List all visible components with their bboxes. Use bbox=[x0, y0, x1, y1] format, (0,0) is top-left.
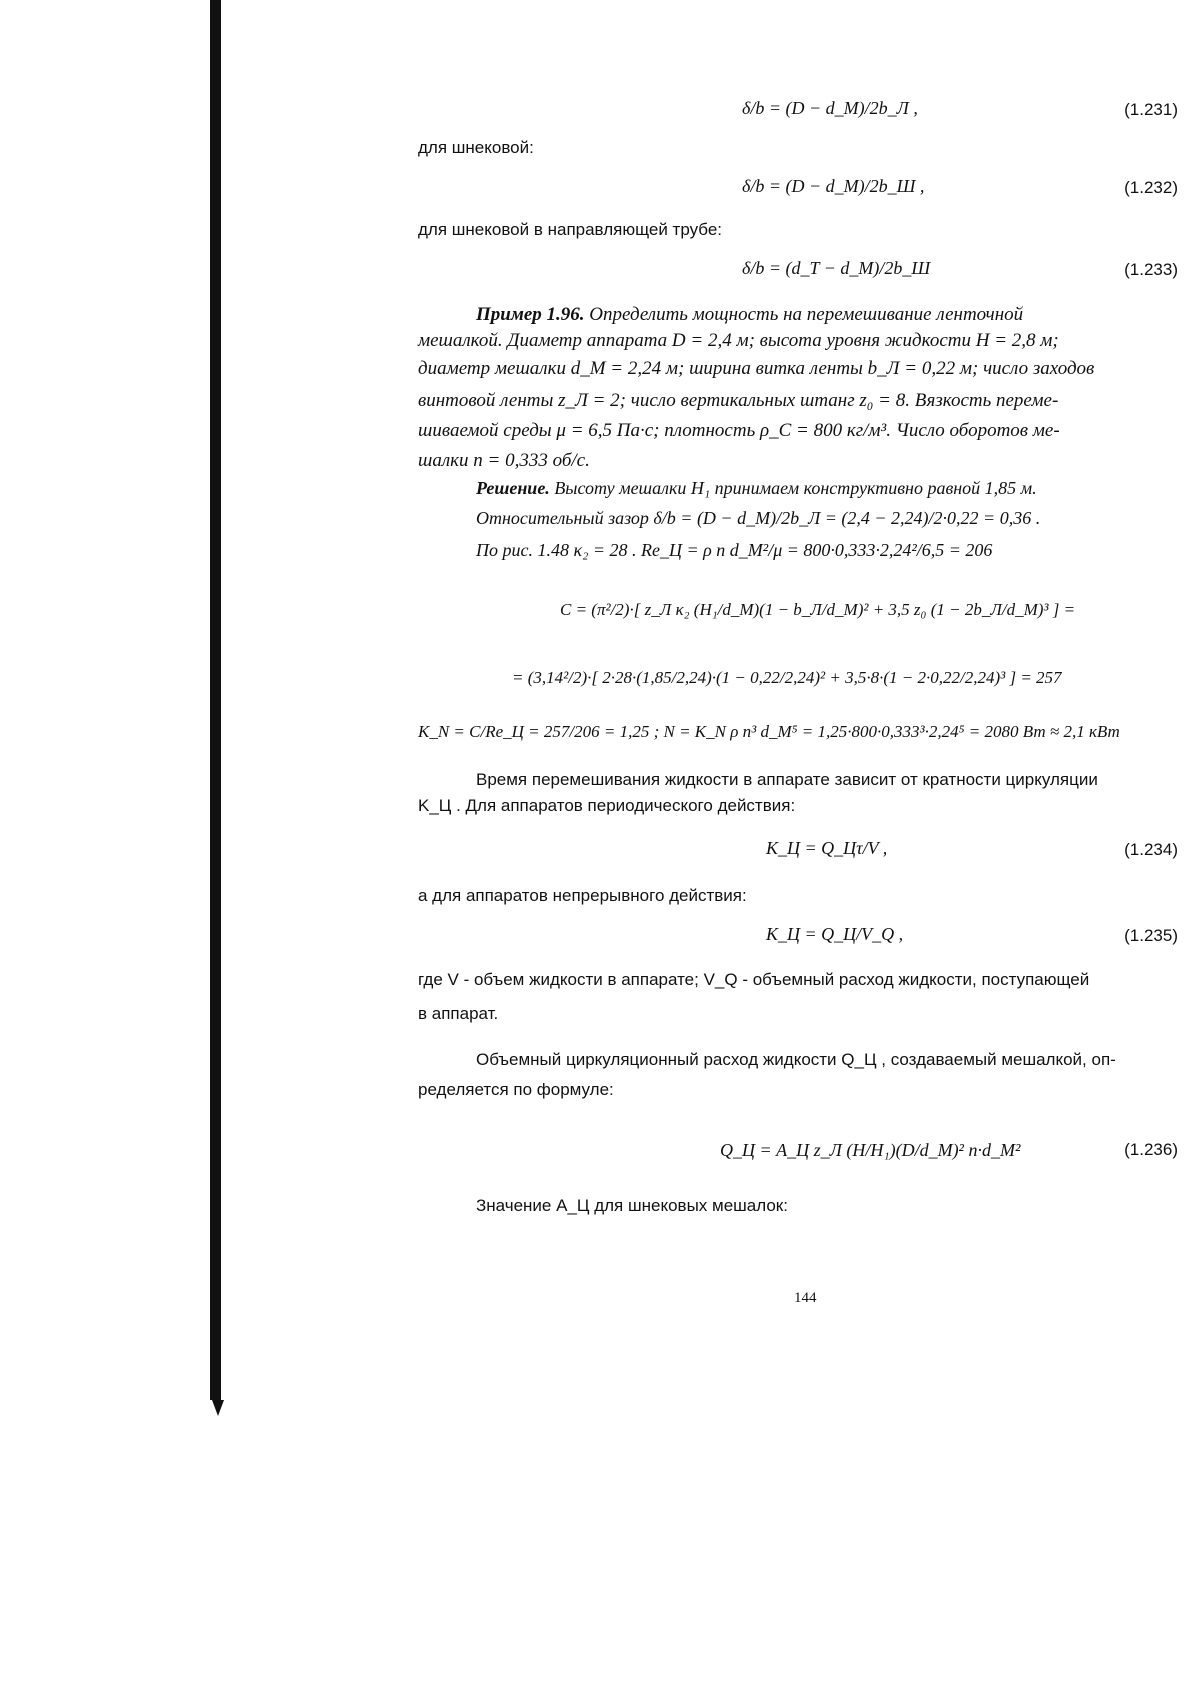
page-number: 144 bbox=[794, 1290, 817, 1306]
text-line: где V - объем жидкости в аппарате; V_Q - объемный расход жидкости, поступающей bbox=[418, 970, 1090, 989]
equation-number: (1.234) bbox=[1124, 840, 1178, 859]
equation-1-236: Q_Ц = A_Ц z_Л (H/H₁)(D/d_M)² n·d_M² bbox=[720, 1140, 1021, 1160]
text-line: для шнековой в направляющей трубе: bbox=[418, 220, 723, 239]
example-line: мешалкой. Диаметр аппарата D = 2,4 м; высота уровня жидкости H = 2,8 м; bbox=[418, 330, 1059, 351]
text-line: Значение A_Ц для шнековых мешалок: bbox=[476, 1196, 788, 1215]
formula-c-general: C = (π²/2)·[ z_Л κ₂ (H₁/d_М)(1 − b_Л/d_М)² + 3,5 z₀ (1 − 2b_Л/d_М)³ ] = bbox=[560, 600, 1076, 619]
text-line: Объемный циркуляционный расход жидкости Q_Ц , создаваемый мешалкой, оп- bbox=[476, 1050, 1116, 1069]
equation-1-234: K_Ц = Q_Цτ/V , bbox=[766, 838, 888, 858]
solution-heading-line bbox=[476, 478, 1037, 499]
text-line: а для аппаратов непрерывного действия: bbox=[418, 886, 747, 905]
text-line: в аппарат. bbox=[418, 1004, 499, 1023]
text-line: для шнековой: bbox=[418, 138, 534, 157]
equation-1-235: K_Ц = Q_Ц/V_Q , bbox=[766, 924, 904, 944]
example-label: Пример 1.96. bbox=[476, 304, 585, 325]
solution-line: Относительный зазор δ/b = (D − d_М)/2b_Л = (2,4 − 2,24)/2·0,22 = 0,36 . bbox=[476, 508, 1041, 528]
example-line: шалки n = 0,333 об/с. bbox=[418, 450, 590, 471]
equation-number: (1.236) bbox=[1124, 1140, 1178, 1159]
example-heading-line bbox=[476, 304, 1023, 326]
text-line: ределяется по формуле: bbox=[418, 1080, 614, 1099]
solution-line: По рис. 1.48 κ₂ = 28 . Re_Ц = ρ n d_М²/μ = 800·0,333·2,24²/6,5 = 206 bbox=[476, 540, 993, 560]
equation-number: (1.235) bbox=[1124, 926, 1178, 945]
example-line: винтовой ленты z_Л = 2; число вертикальных штанг z₀ = 8. Вязкость переме- bbox=[418, 390, 1059, 411]
example-line: диаметр мешалки d_М = 2,24 м; ширина витка ленты b_Л = 0,22 м; число заходов bbox=[418, 358, 1095, 379]
equation-number: (1.232) bbox=[1124, 178, 1178, 197]
text-line: K_Ц . Для аппаратов периодического действия: bbox=[418, 796, 796, 815]
solution-label: Решение. bbox=[476, 478, 550, 498]
solution-text: Высоту мешалки H₁ принимаем конструктивно равной 1,85 м. bbox=[554, 478, 1037, 498]
equation-number: (1.231) bbox=[1124, 100, 1178, 119]
binding-shadow bbox=[210, 0, 221, 1400]
equation-1-233: δ/b = (d_T − d_M)/2b_Ш bbox=[742, 258, 931, 278]
equation-number: (1.233) bbox=[1124, 260, 1178, 279]
equation-1-231: δ/b = (D − d_M)/2b_Л , bbox=[742, 98, 918, 118]
equation-1-232: δ/b = (D − d_M)/2b_Ш , bbox=[742, 176, 925, 196]
example-line: шиваемой среды μ = 6,5 Па·с; плотность ρ_C = 800 кг/м³. Число оборотов ме- bbox=[418, 420, 1060, 441]
text-line: Время перемешивания жидкости в аппарате зависит от кратности циркуляции bbox=[476, 770, 1098, 789]
formula-kn-power: K_N = C/Re_Ц = 257/206 = 1,25 ; N = K_N ρ n³ d_М⁵ = 1,25·800·0,333³·2,24⁵ = 2080 Вт ≈ 2,1 кВт bbox=[418, 722, 1120, 741]
formula-c-numeric: = (3,14²/2)·[ 2·28·(1,85/2,24)·(1 − 0,22/2,24)² + 3,5·8·(1 − 2·0,22/2,24)³ ] = 257 bbox=[512, 668, 1062, 687]
binding-shadow-tip bbox=[212, 1400, 224, 1416]
example-text: Определить мощность на перемешивание ленточной bbox=[589, 304, 1024, 325]
